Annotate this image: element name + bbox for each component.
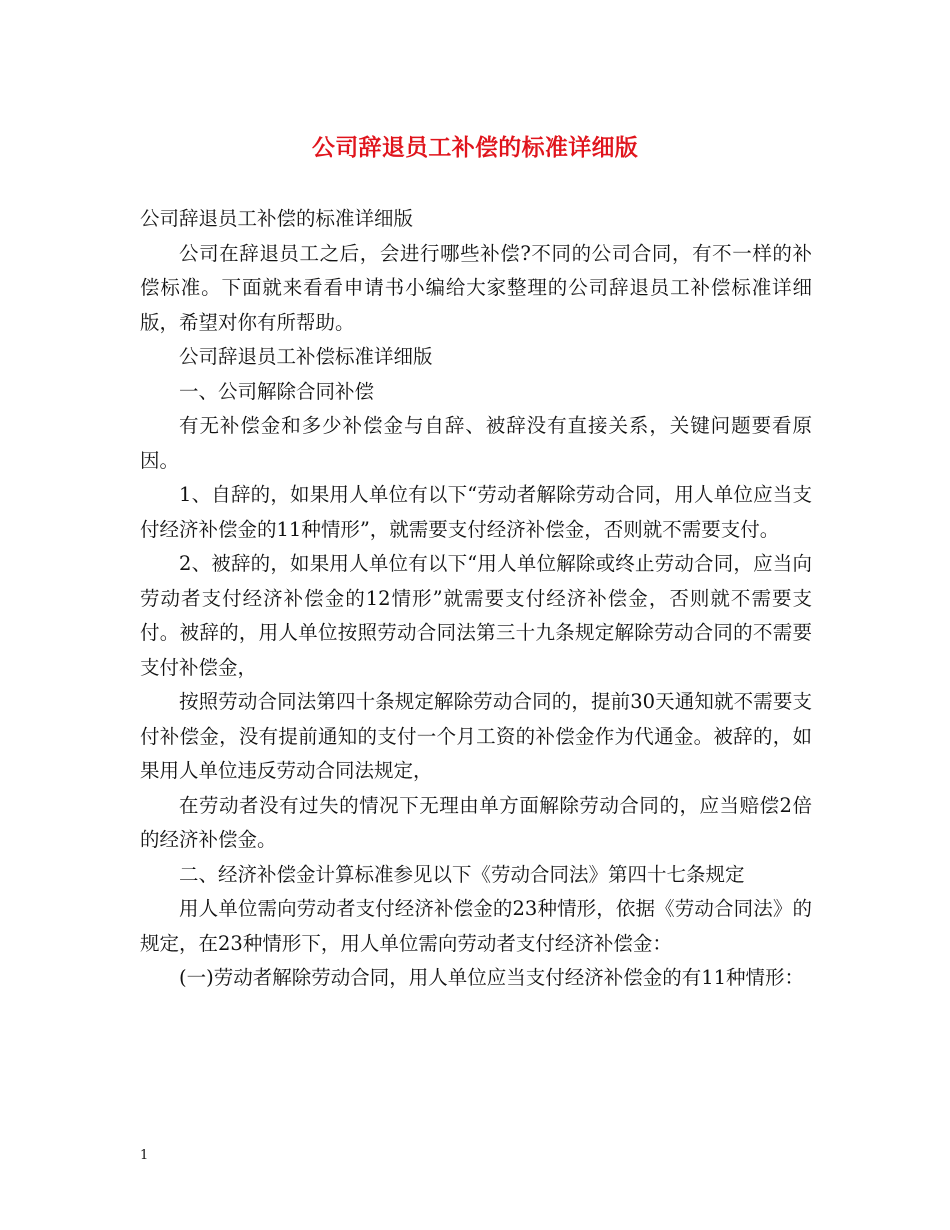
section-heading-1: 一、公司解除合同补偿 [179, 379, 375, 403]
section-heading-2: 二、经济补偿金计算标准参见以下《劳动合同法》第四十七条规定 [179, 862, 745, 886]
paragraph: 在劳动者没有过失的情况下无理由单方面解除劳动合同的，应当赔偿2倍的经济补偿金。 [140, 793, 812, 851]
paragraph: 1、自辞的，如果用人单位有以下“劳动者解除劳动合同，用人单位应当支付经济补偿金的11种情形”，就需要支付经济补偿金，否则就不需要支付。 [140, 483, 812, 541]
paragraph: 按照劳动合同法第四十条规定解除劳动合同的，提前30天通知就不需要支付补偿金，没有提前通知的支付一个月工资的补偿金作为代通金。被辞的，如果用人单位违反劳动合同法规定， [140, 690, 812, 782]
paragraph-subheading: 公司辞退员工补偿标准详细版 [179, 345, 433, 368]
page-number: 1 [140, 1148, 149, 1163]
paragraph: 用人单位需向劳动者支付经济补偿金的23种情形，依据《劳动合同法》的规定，在23种情形下，用人单位需向劳动者支付经济补偿金： [140, 897, 812, 955]
paragraph: (一)劳动者解除劳动合同，用人单位应当支付经济补偿金的有11种情形： [179, 966, 805, 989]
paragraph: 有无补偿金和多少补偿金与自辞、被辞没有直接关系，关键问题要看原因。 [140, 414, 812, 472]
paragraph-heading: 公司辞退员工补偿的标准详细版 [140, 207, 414, 230]
document-title: 公司辞退员工补偿的标准详细版 [311, 134, 639, 161]
paragraph: 2、被辞的，如果用人单位有以下“用人单位解除或终止劳动合同，应当向劳动者支付经济补偿金的12情形”就需要支付经济补偿金，否则就不需要支付。被辞的，用人单位按照劳动合同法第三十九条规定解除劳动合同的不需要支付补偿金， [140, 552, 812, 679]
paragraph-intro: 公司在辞退员工之后，会进行哪些补偿?不同的公司合同，有不一样的补偿标准。下面就来看看申请书小编给大家整理的公司辞退员工补偿标准详细版，希望对你有所帮助。 [140, 241, 812, 334]
document-body [140, 202, 812, 996]
